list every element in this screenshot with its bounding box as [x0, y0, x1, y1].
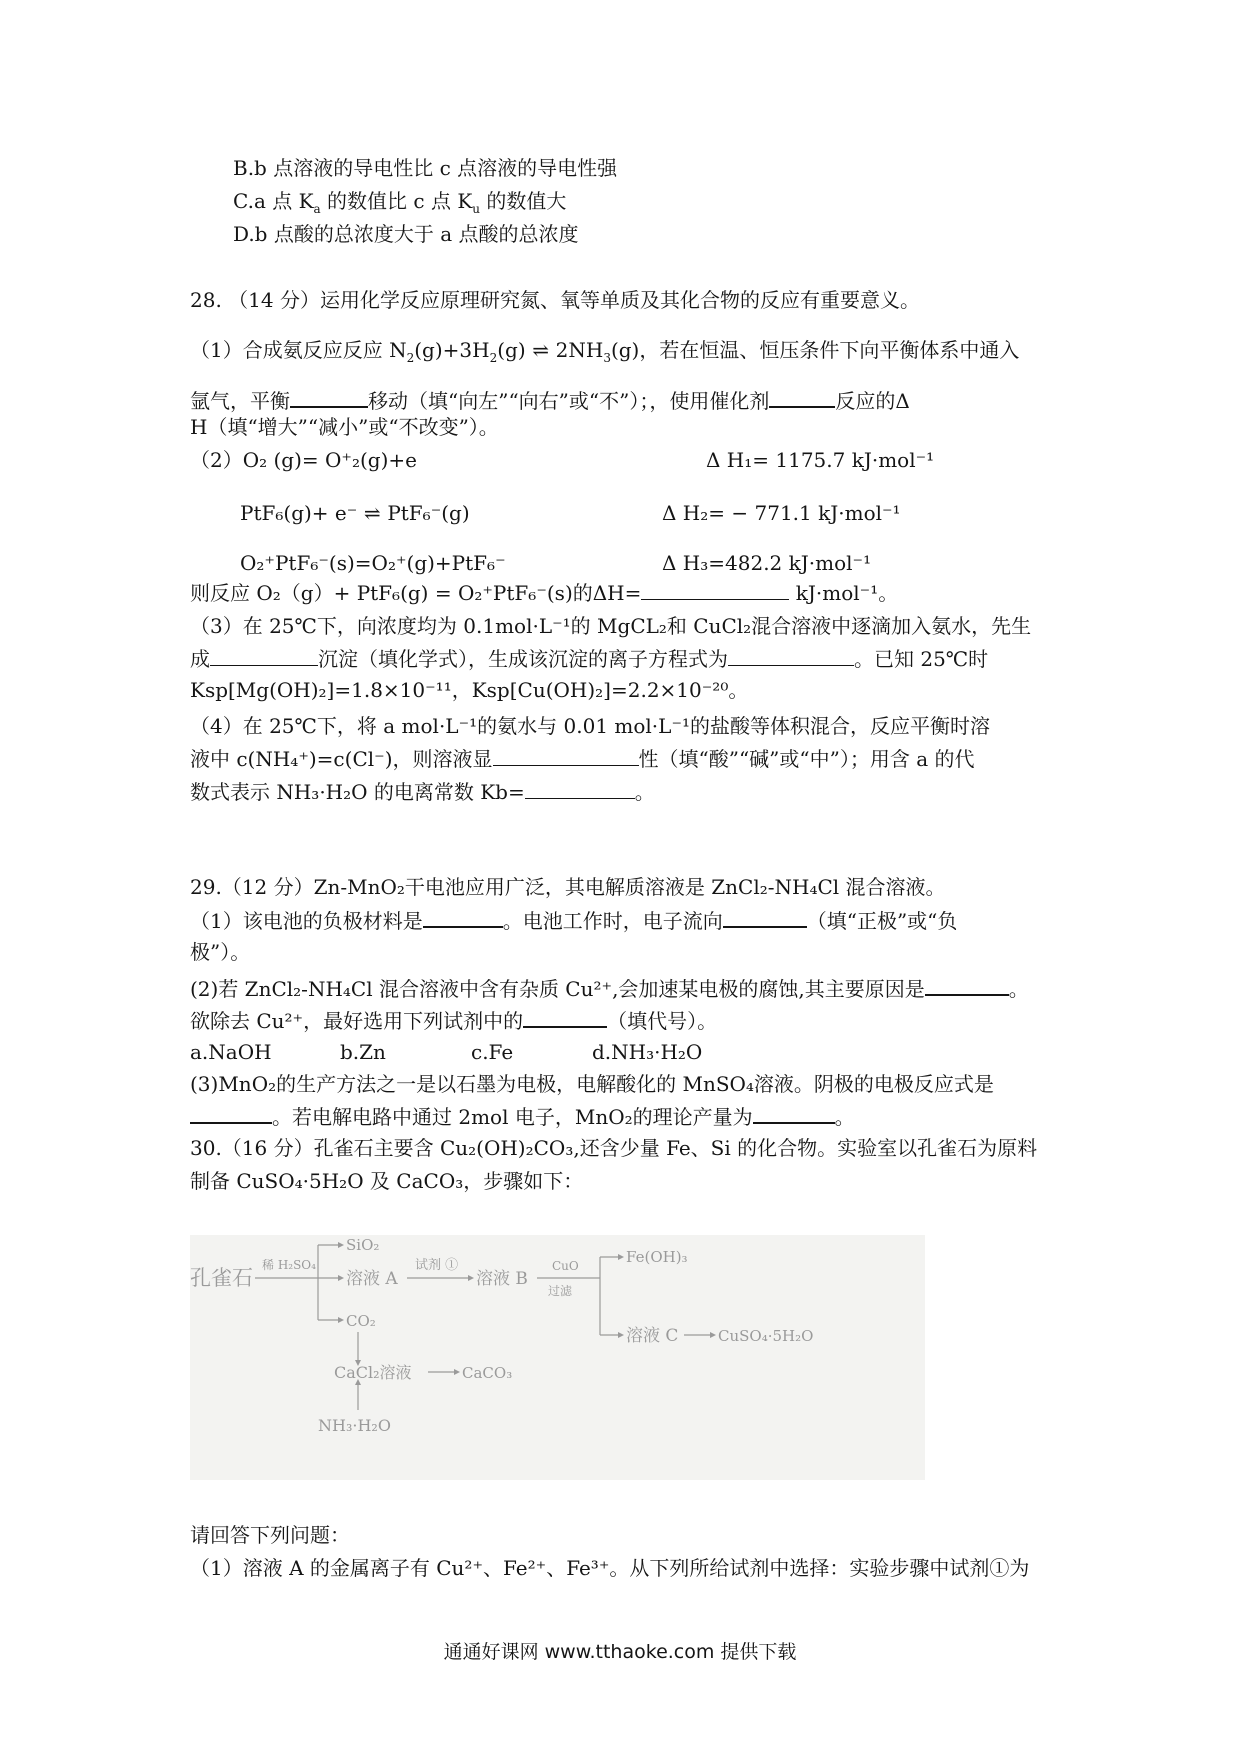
flow-nh3h2o: NH₃·H₂O — [318, 1416, 391, 1435]
flow-start: 孔雀石 — [190, 1266, 253, 1290]
flow-cuso4: CuSO₄·5H₂O — [718, 1327, 814, 1345]
equilibrium-arrow-icon: ⇌ — [532, 338, 550, 362]
flow-filter-label: 过滤 — [548, 1284, 573, 1298]
process-flow-svg — [190, 1235, 925, 1480]
flow-cacl2: CaCl₂溶液 — [334, 1363, 412, 1382]
answer-blank[interactable] — [290, 386, 368, 408]
q28-reaction1: （2）O₂ (g)= O⁺₂(g)+e — [190, 448, 417, 472]
process-flow-diagram — [190, 1235, 925, 1480]
q27-option-c: C.a 点 $K_a$ 的数值比 c 点 $K_u$ 的数值大 — [233, 189, 567, 216]
q29-option-d: d.NH₃·H₂O — [592, 1040, 703, 1064]
answer-blank[interactable] — [525, 778, 635, 799]
answer-blank[interactable] — [210, 645, 318, 666]
q29-part3-line1: (3)MnO₂的生产方法之一是以石墨为电极，电解酸化的 MnSO₄溶液。阴极的电极反应式是 — [190, 1072, 994, 1096]
answer-blank[interactable] — [723, 906, 807, 928]
q29-part2-line1: (2)若 ZnCl₂-NH₄Cl 混合溶液中含有杂质 Cu²⁺,会加速某电极的腐蚀,其主要原因是 。 — [190, 974, 1029, 1002]
q27-option-d: D.b 点酸的总浓度大于 a 点酸的总浓度 — [233, 222, 579, 246]
q29-part3-line2: 。若电解电路中通过 2mol 电子，MnO₂的理论产量为 。 — [190, 1102, 855, 1130]
answer-blank[interactable] — [728, 645, 854, 666]
q29-part1-line1: （1）该电池的负极材料是 。电池工作时，电子流向 （填“正极”或“负 — [190, 906, 957, 934]
q28-reaction2: PtF₆(g)+ e⁻ ⇌ PtF₆⁻(g) — [240, 501, 470, 525]
answer-blank[interactable] — [769, 386, 835, 408]
answer-blank[interactable] — [423, 906, 503, 928]
answer-blank[interactable] — [493, 745, 639, 766]
flow-caco3: CaCO₃ — [462, 1364, 513, 1382]
q28-part3-line2: 成 沉淀（填化学式），生成该沉淀的离子方程式为 。已知 25℃时 — [190, 647, 989, 671]
q28-part1-line3: H（填“增大”“减小”或“不改变”）。 — [190, 415, 499, 439]
flow-cuo-label: CuO — [552, 1259, 579, 1273]
answer-blank[interactable] — [925, 974, 1009, 996]
flow-reagent-label: 试剂 ① — [415, 1258, 459, 1273]
flow-solution-a: 溶液 A — [346, 1269, 398, 1289]
q28-reaction1-dh: Δ H₁= 1175.7 kJ·mol⁻¹ — [706, 448, 935, 472]
q27-option-b: B.b 点溶液的导电性比 c 点溶液的导电性强 — [233, 156, 618, 180]
q28-part4-line1: （4）在 25℃下，将 a mol·L⁻¹的氨水与 0.01 mol·L⁻¹的盐酸等体积混合，反应平衡时溶 — [190, 714, 991, 738]
q30-ask: 请回答下列问题： — [190, 1523, 350, 1547]
footer-credit: 通通好课网 www.tthaoke.com 提供下载 — [443, 1641, 797, 1663]
q28-reaction4: 则反应 O₂（g）+ PtF₆(g) = O₂⁺PtF₆⁻(s)的ΔH= kJ·mol⁻¹。 — [190, 581, 899, 605]
q28-part3-line3: Ksp[Mg(OH)₂]=1.8×10⁻¹¹，Ksp[Cu(OH)₂]=2.2×10⁻²⁰。 — [190, 678, 749, 702]
answer-blank[interactable] — [523, 1006, 607, 1028]
q28-reaction3: O₂⁺PtF₆⁻(s)=O₂⁺(g)+PtF₆⁻ — [240, 551, 506, 575]
q29-option-a: a.NaOH — [190, 1040, 272, 1064]
q29-part1-line2: 极”）。 — [190, 940, 251, 964]
q30-header-line2: 制备 CuSO₄·5H₂O 及 CaCO₃，步骤如下： — [190, 1169, 584, 1193]
answer-blank[interactable] — [641, 579, 789, 600]
flow-feoh3: Fe(OH)₃ — [626, 1248, 688, 1266]
q28-part1-line1: （1）合成氨反应反应 $N_2(g)+3H_2(g)$ ⇌ $2NH_3(g)$，若在恒温、恒压条件下向平衡体系中通入 — [190, 338, 1020, 365]
q28-reaction3-dh: Δ H₃=482.2 kJ·mol⁻¹ — [662, 551, 872, 575]
flow-acid-label: 稀 H₂SO₄ — [262, 1258, 316, 1272]
answer-blank[interactable] — [190, 1102, 272, 1124]
q28-part3-line1: （3）在 25℃下，向浓度均为 0.1mol·L⁻¹的 MgCL₂和 CuCl₂混合溶液中逐滴加入氨水，先生 — [190, 614, 1032, 638]
q28-part4-line2: 液中 c(NH₄⁺)=c(Cl⁻)，则溶液显 性（填“酸”“碱”或“中”）；用含 a 的代 — [190, 747, 975, 771]
q28-reaction2-dh: Δ H₂= − 771.1 kJ·mol⁻¹ — [662, 501, 901, 525]
q30-part1: （1）溶液 A 的金属离子有 Cu²⁺、Fe²⁺、Fe³⁺。从下列所给试剂中选择：实验步骤中试剂①为 — [190, 1556, 1030, 1580]
q28-part1-line2: 氩气，平衡 移动（填“向左”“向右”或“不”）；，使用催化剂 反应的Δ — [190, 386, 910, 414]
answer-blank[interactable] — [753, 1102, 835, 1124]
flow-solution-b: 溶液 B — [476, 1269, 528, 1289]
q28-header: 28. （14 分）运用化学反应原理研究氮、氧等单质及其化合物的反应有重要意义。 — [190, 288, 920, 312]
equilibrium-arrow-icon: ⇌ — [363, 501, 381, 525]
flow-solution-c: 溶液 C — [626, 1326, 679, 1346]
q30-header: 30.（16 分）孔雀石主要含 Cu₂(OH)₂CO₃,还含少量 Fe、Si 的化合物。实验室以孔雀石为原料 — [190, 1136, 1038, 1160]
q29-part2-line2: 欲除去 Cu²⁺，最好选用下列试剂中的 （填代号）。 — [190, 1006, 717, 1034]
flow-co2: CO₂ — [346, 1312, 376, 1330]
q28-part4-line3: 数式表示 NH₃·H₂O 的电离常数 Kb= 。 — [190, 780, 655, 804]
q29-option-c: c.Fe — [471, 1040, 514, 1064]
flow-sio2: SiO₂ — [346, 1236, 380, 1254]
q29-option-b: b.Zn — [340, 1040, 386, 1064]
q29-header: 29.（12 分）Zn-MnO₂干电池应用广泛，其电解质溶液是 ZnCl₂-NH₄Cl 混合溶液。 — [190, 875, 946, 899]
